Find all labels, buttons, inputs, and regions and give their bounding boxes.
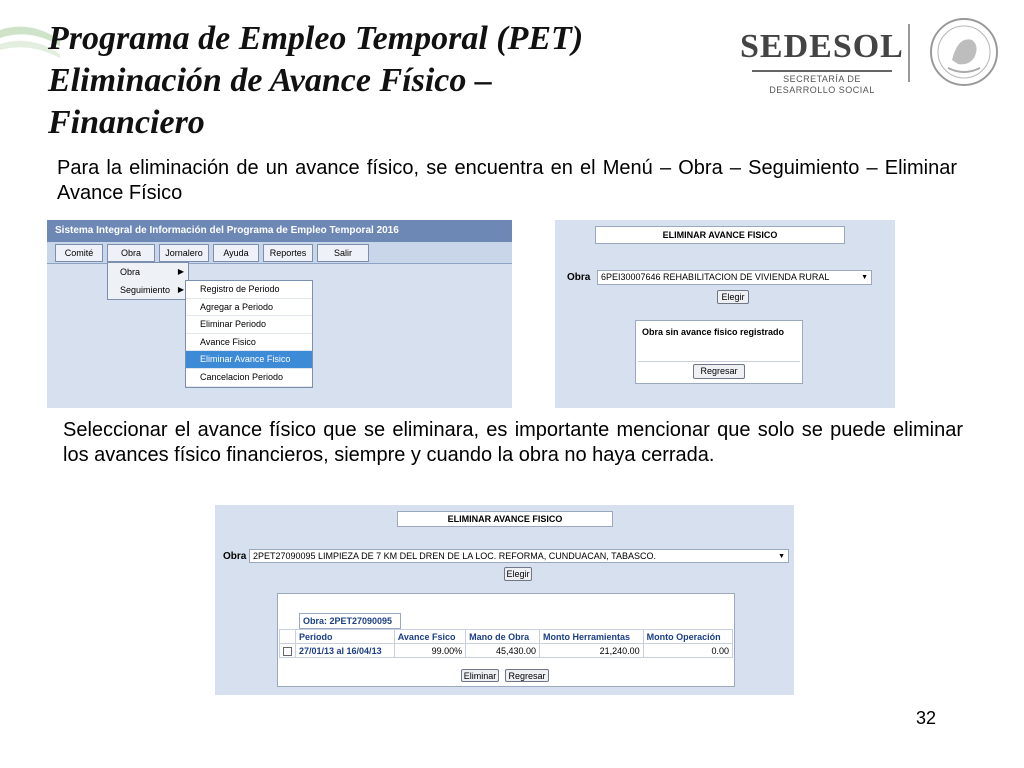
national-seal-icon: [928, 14, 1000, 90]
title-line-2: Eliminación de Avance Físico –: [48, 62, 492, 99]
elegir-button[interactable]: Elegir: [504, 567, 532, 581]
cell-avance: 99.00%: [394, 644, 465, 658]
chevron-right-icon: ▶: [177, 267, 184, 276]
regresar-button[interactable]: Regresar: [505, 669, 549, 682]
screenshot-empty-obra: [555, 220, 895, 408]
nav-ayuda-button[interactable]: Ayuda: [213, 244, 259, 262]
submenu-avance-fisico[interactable]: Avance Fisico: [186, 334, 312, 352]
eliminar-button[interactable]: Eliminar: [461, 669, 499, 682]
table-row: [280, 644, 733, 658]
col-periodo: Periodo: [296, 630, 395, 644]
menu-item-seguimiento-label: Seguimiento: [120, 285, 171, 295]
form-header: ELIMINAR AVANCE FISICO: [595, 226, 845, 244]
avance-table: [279, 629, 733, 658]
elegir-button[interactable]: Elegir: [717, 290, 749, 304]
logo-brand: SEDESOL: [740, 28, 904, 65]
menu-item-seguimiento[interactable]: [108, 281, 188, 299]
title-line-3: Financiero: [48, 104, 205, 141]
obra-label: Obra: [223, 551, 247, 562]
submenu-agregar-periodo[interactable]: Agregar a Periodo: [186, 299, 312, 317]
submenu-cancelacion-periodo[interactable]: Cancelacion Periodo: [186, 369, 312, 387]
cell-herramientas: 21,240.00: [539, 644, 643, 658]
instruction-paragraph-1: Para la eliminación de un avance físico, se encuentra en el Menú – Obra – Seguimiento – Eliminar Avance Físico: [57, 157, 957, 204]
logo-divider: [752, 70, 892, 72]
obra-select-value: 2PET27090095 LIMPIEZA DE 7 KM DEL DREN DE LA LOC. REFORMA, CUNDUACAN, TABASCO.: [253, 551, 656, 561]
nav-salir-button[interactable]: Salir: [317, 244, 369, 262]
menu-item-obra-label: Obra: [120, 267, 141, 277]
chevron-down-icon: ▼: [861, 274, 868, 281]
seguimiento-submenu: [185, 280, 313, 388]
submenu-registro-periodo[interactable]: Registro de Periodo: [186, 281, 312, 299]
page-number: 32: [916, 708, 937, 728]
nav-obra-button[interactable]: Obra: [107, 244, 155, 262]
obra-select[interactable]: [249, 549, 789, 563]
table-header-row: [280, 630, 733, 644]
screenshot-menu-navigation: [47, 220, 512, 408]
nav-reportes-button[interactable]: Reportes: [263, 244, 313, 262]
obra-select-value: 6PEI30007646 REHABILITACION DE VIVIENDA RURAL: [601, 272, 830, 282]
slide-title: [48, 18, 688, 144]
form-header: ELIMINAR AVANCE FISICO: [397, 511, 613, 527]
logo-subtitle: [752, 74, 892, 96]
nav-comite-button[interactable]: Comité: [55, 244, 103, 262]
cell-mano-obra: 45,430.00: [466, 644, 540, 658]
screenshot-avance-table: [215, 505, 794, 695]
logo-separator: [908, 24, 910, 82]
row-checkbox-cell: [280, 644, 296, 658]
cell-periodo: 27/01/13 al 16/04/13: [296, 644, 395, 658]
obra-select[interactable]: [597, 270, 872, 285]
col-monto-operacion: Monto Operación: [643, 630, 732, 644]
header-checkbox-cell: [280, 630, 296, 644]
col-mano-obra: Mano de Obra: [466, 630, 540, 644]
logo-subtitle-line1: SECRETARÍA DE: [783, 74, 861, 84]
no-progress-message: Obra sin avance fisico registrado: [642, 327, 785, 337]
col-avance-fisico: Avance Fsico: [394, 630, 465, 644]
instruction-paragraph-2: Seleccionar el avance físico que se eliminara, es importante mencionar que solo se puede eliminar los avances físico financieros, siempre y cuando la obra no haya cerrada.: [63, 419, 963, 466]
cell-operacion: 0.00: [643, 644, 732, 658]
panel-divider: [638, 361, 800, 362]
obra-label: Obra: [567, 272, 591, 283]
chevron-down-icon: ▼: [778, 553, 785, 560]
obra-caption: Obra: 2PET27090095: [299, 613, 401, 629]
title-line-1: Programa de Empleo Temporal (PET): [48, 20, 584, 57]
regresar-button[interactable]: Regresar: [693, 364, 745, 379]
menu-item-obra[interactable]: [108, 263, 188, 281]
submenu-eliminar-periodo[interactable]: Eliminar Periodo: [186, 316, 312, 334]
nav-jornalero-button[interactable]: Jornalero: [159, 244, 209, 262]
submenu-eliminar-avance-fisico[interactable]: Eliminar Avance Fisico: [186, 351, 312, 369]
col-monto-herramientas: Monto Herramientas: [539, 630, 643, 644]
sedesol-logo: [740, 22, 920, 102]
row-checkbox[interactable]: [283, 647, 292, 656]
obra-dropdown-menu: [107, 262, 189, 300]
chevron-right-icon: ▶: [177, 285, 184, 294]
logo-subtitle-line2: DESARROLLO SOCIAL: [769, 85, 875, 95]
system-banner: Sistema Integral de Información del Programa de Empleo Temporal 2016: [47, 220, 512, 242]
